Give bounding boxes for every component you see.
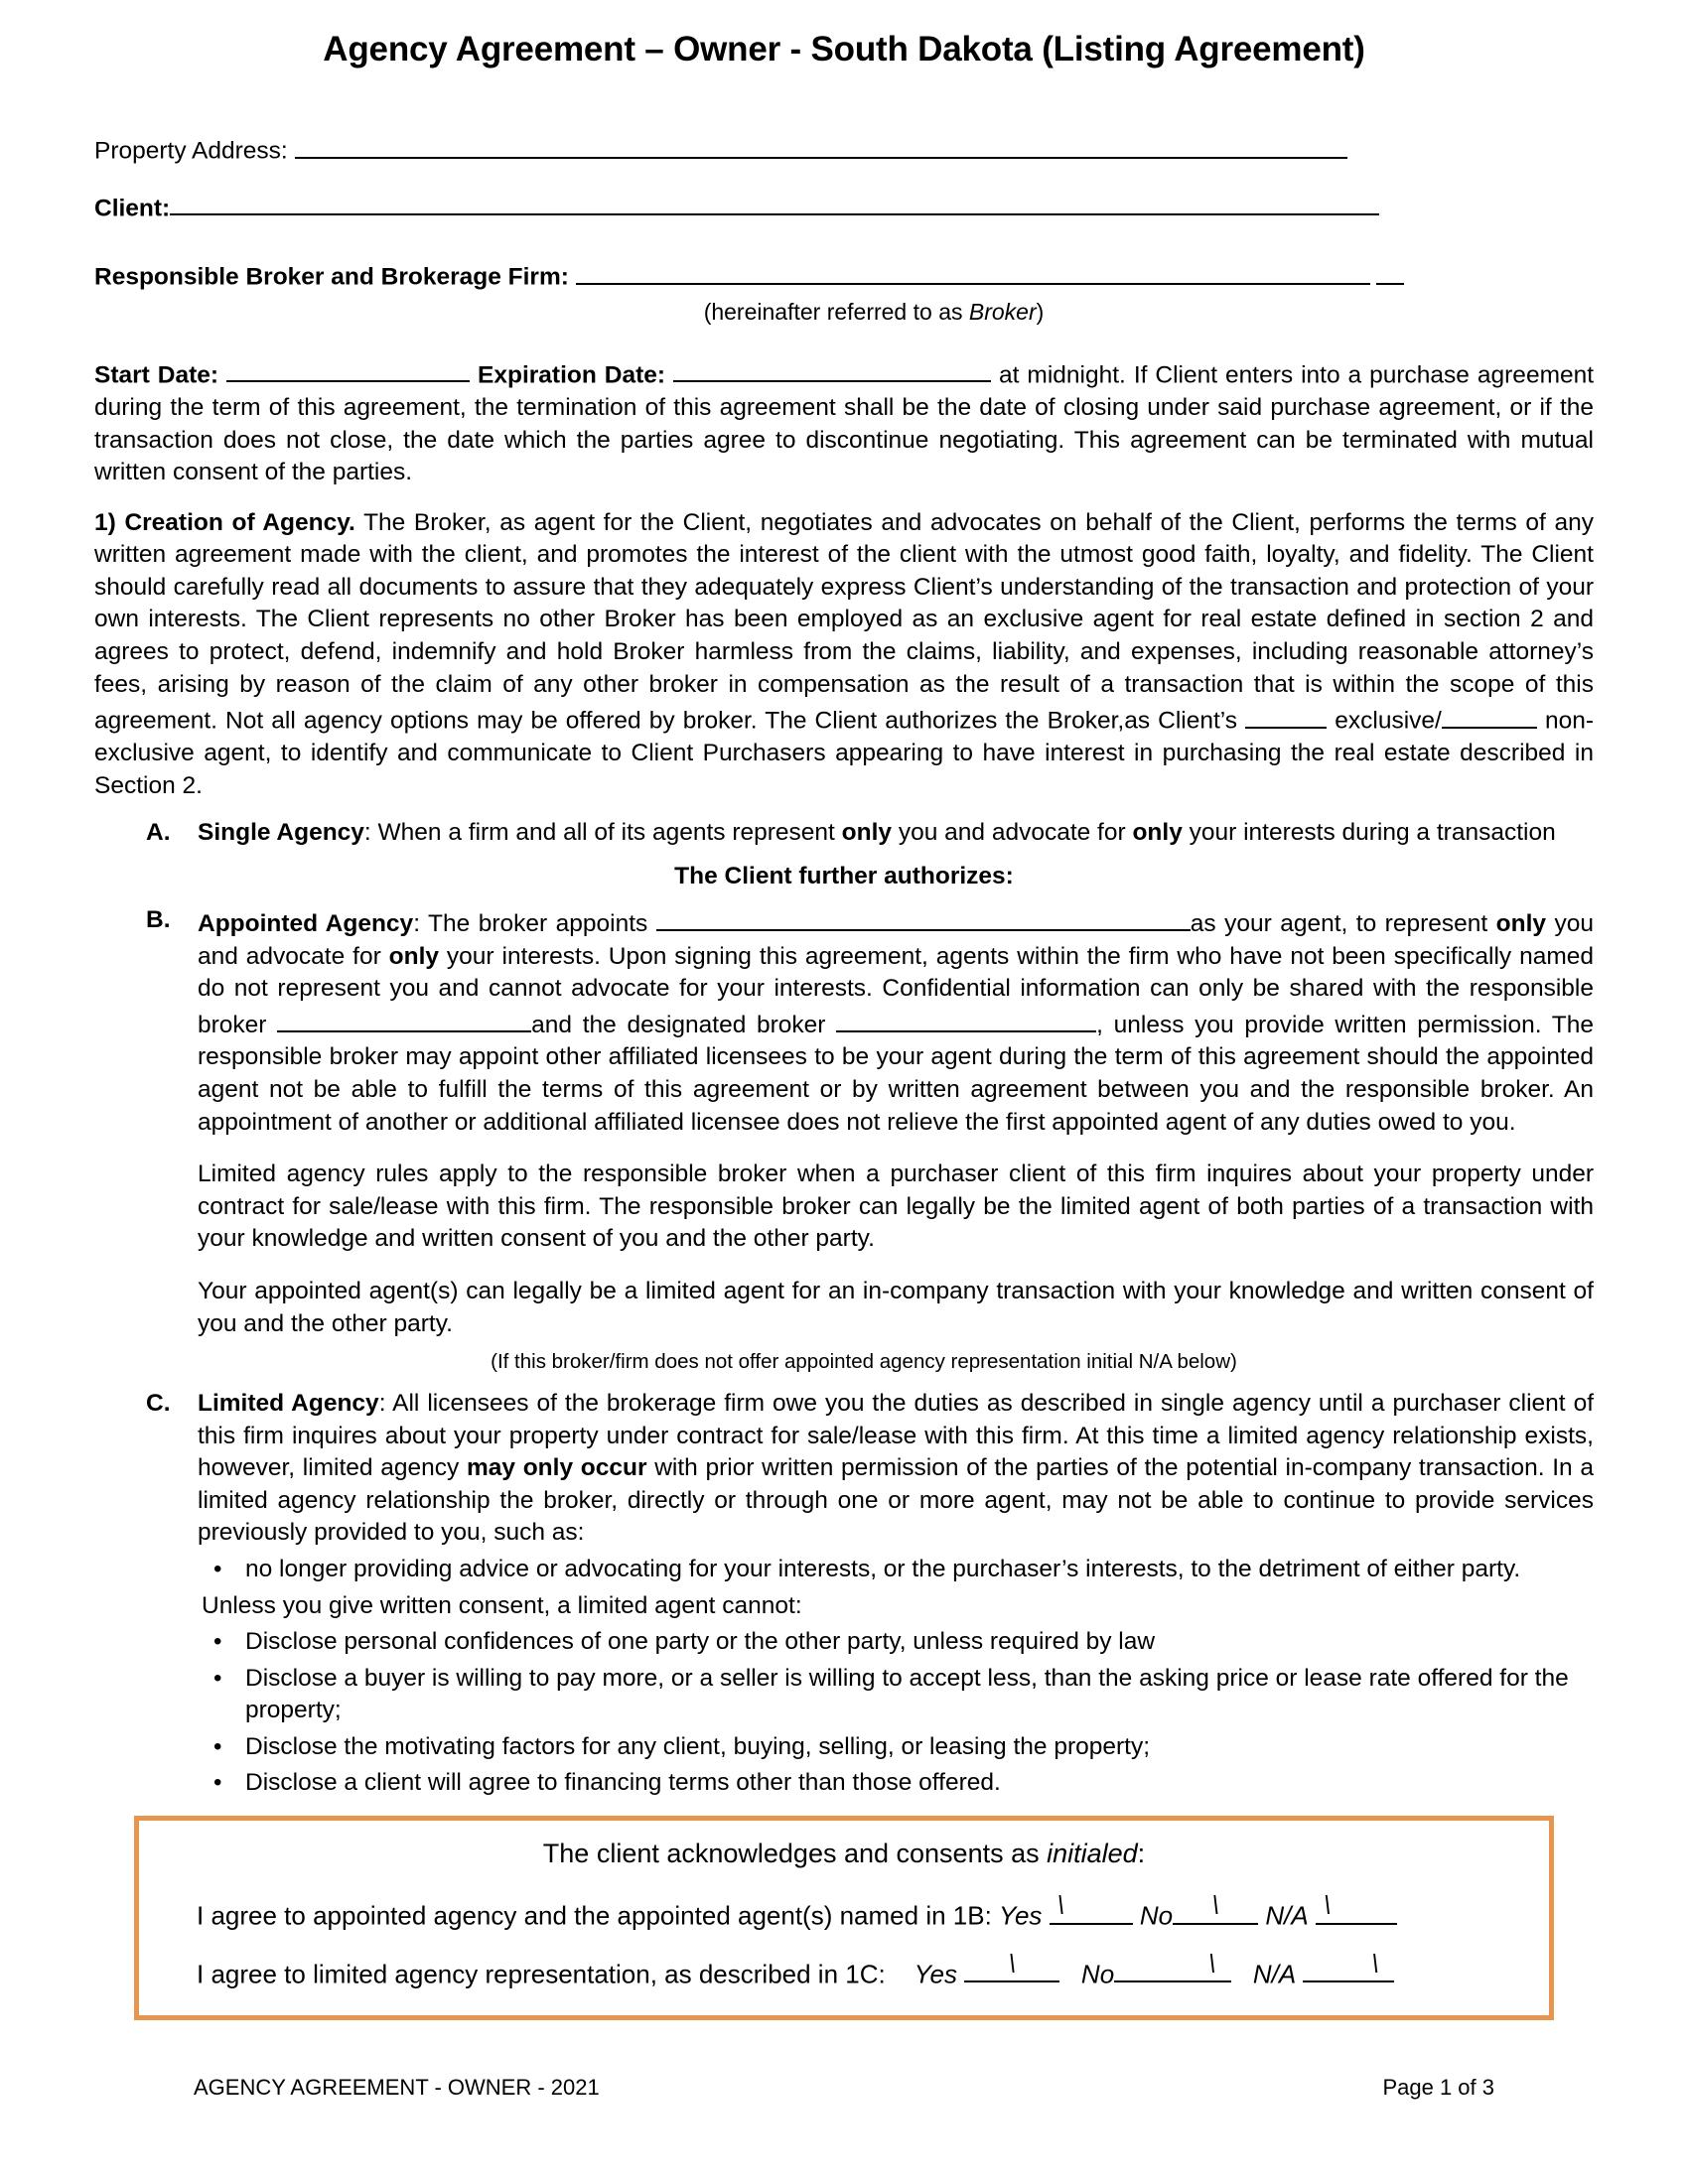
item-a-t2: you and advocate for: [892, 818, 1133, 846]
section-1-creation-of-agency: [94, 507, 1594, 803]
acknowledgement-row-limited-agency: [159, 1948, 1529, 1990]
spacer: [94, 326, 1594, 355]
responsible-broker-input[interactable]: [576, 257, 1370, 285]
item-b-paragraph-2: Limited agency rules apply to the responsible broker when a purchaser client of this firm inquires about your property under contract for sale/lease with this firm. The responsible broker can legally be the limited agent of both parties of a transaction with your knowledge and written consent of you and the other party.: [198, 1160, 1594, 1253]
start-date-input[interactable]: [226, 355, 470, 383]
item-c-heading: Limited Agency: [198, 1390, 379, 1418]
spacer: [94, 171, 1594, 189]
row2-na-label: N/A: [1252, 1959, 1297, 1989]
bullet-text: Disclose a client will agree to financing terms other than those offered.: [245, 1769, 1001, 1797]
list-item: [202, 1731, 1594, 1764]
limited-agency-bullets-first: [202, 1554, 1594, 1586]
acknowledgement-heading-suffix: :: [1137, 1839, 1146, 1869]
bullet-dot-icon: •: [213, 1628, 222, 1656]
item-a-single-agency: [146, 817, 1594, 850]
item-b-b2: only: [388, 942, 440, 970]
item-a-t1: : When a firm and all of its agents represent: [363, 818, 842, 846]
responsible-broker-input-tail[interactable]: [1376, 257, 1404, 285]
item-b-content: [198, 904, 1594, 1340]
item-a-content: [198, 817, 1594, 850]
property-address-label: Property Address:: [94, 137, 288, 165]
row2-yes-label: Yes: [914, 1959, 958, 1989]
responsible-broker-name-input[interactable]: [277, 1006, 531, 1032]
acknowledgement-row1-label: I agree to appointed agency and the appointed agent(s) named in 1B:: [197, 1900, 992, 1931]
item-b-t5: and the designated broker: [531, 1011, 837, 1038]
acknowledgement-heading-prefix: The client acknowledges and consents as: [542, 1839, 1048, 1869]
appointed-agency-note: (If this broker/firm does not offer appointed agency representation initial N/A below): [491, 1350, 1237, 1374]
initial-mark: \: [1008, 1948, 1016, 1979]
row1-no-label: No: [1139, 1900, 1174, 1931]
bullet-text: Disclose a buyer is willing to pay more, or a seller is willing to accept less, than the asking price or lease rate offered for the property;: [245, 1664, 1569, 1724]
row2-no-label: No: [1080, 1959, 1115, 1989]
bullet-dot-icon: •: [213, 1555, 222, 1582]
row1-yes-initial-input[interactable]: [1050, 1890, 1133, 1925]
acknowledgement-row-appointed-agency: [159, 1890, 1529, 1932]
item-b-heading: Appointed Agency: [198, 910, 414, 938]
designated-broker-name-input[interactable]: [836, 1006, 1096, 1032]
client-further-authorizes-heading: The Client further authorizes:: [674, 863, 1014, 890]
item-a-heading: Single Agency: [198, 818, 364, 846]
item-c-content: [198, 1388, 1594, 1550]
row1-na-label: N/A: [1265, 1900, 1309, 1931]
acknowledgement-heading: [159, 1839, 1529, 1869]
responsible-broker-label: Responsible Broker and Brokerage Firm:: [94, 263, 569, 291]
initial-mark: \: [1056, 1890, 1064, 1921]
term-paragraph: [94, 355, 1594, 489]
item-c-t2: with prior written permission of the parties of the potential in-company transaction. In a limited agency relationship the broker, directly or through one or more agent, may not be able to continue to provide services previously provided to you, such as:: [198, 1454, 1595, 1547]
client-label: Client:: [94, 195, 171, 222]
item-c-marker: C.: [146, 1390, 171, 1418]
expiration-date-label: Expiration Date:: [478, 361, 666, 389]
acknowledgement-box: [134, 1816, 1554, 2020]
section-1-number: 1): [94, 508, 116, 536]
property-address-input[interactable]: [295, 131, 1347, 159]
row1-yes-label: Yes: [999, 1900, 1043, 1931]
initial-mark: \: [1207, 1948, 1216, 1979]
acknowledgement-row2-label: I agree to limited agency representation, as described in 1C:: [197, 1959, 886, 1989]
section-1-text: The Broker, as agent for the Client, negotiates and advocates on behalf of the Client, performs the terms of any written agreement made with the client, and promotes the interest of the client with the utmost good faith, loyalty, and fidelity. The Client should carefully read all documents to assure that they adequately express Client’s understanding of the transaction and protection of your own interests. The Client represents no other Broker has been employed as an exclusive agent for real estate defined in section 2 and agrees to protect, defend, indemnify and hold Broker harmless from the claims, liability, and expenses, including reasonable attorney’s fees, arising by reason of the claim of any other broker in compensation as the result of a transaction that is within the scope of this agreement. Not all agency options may be offered by broker. The Client authorizes the Broker,as Client’s: [94, 508, 1594, 735]
term-text: at midnight. If Client enters into a purchase agreement during the term of this agreement, the termination of this agreement shall be the date of closing under said purchase agreement, or if the transaction does not close, the date which the parties agree to discontinue negotiating. This agreement can be terminated with mutual written consent of the parties.: [94, 361, 1595, 486]
row2-yes-initial-input[interactable]: [964, 1948, 1059, 1983]
item-b-b1: only: [1495, 910, 1547, 938]
footer-left-text: AGENCY AGREEMENT - OWNER - 2021: [194, 2075, 600, 2100]
responsible-broker-field: [94, 257, 1594, 296]
item-b-paragraph-1: [198, 904, 1594, 1139]
item-b-marker: B.: [146, 906, 171, 934]
item-a-b1: only: [841, 818, 893, 846]
exclusive-blank[interactable]: [1245, 701, 1327, 729]
spacer: [94, 69, 1594, 131]
bullet-text: no longer providing advice or advocating for your interests, or the purchaser’s interests, to the detriment of either party.: [245, 1555, 1521, 1582]
list-item: [202, 1663, 1594, 1727]
bullet-text: Disclose personal confidences of one party or the other party, unless required by law: [245, 1628, 1156, 1656]
item-b-paragraph-3: Your appointed agent(s) can legally be a limited agent for an in-company transaction with your knowledge and written consent of you and the other party.: [198, 1277, 1594, 1337]
exclusive-label: exclusive/: [1335, 707, 1442, 735]
broker-note-suffix: ): [1036, 298, 1045, 325]
initial-mark: \: [1371, 1948, 1379, 1979]
broker-definition-note: [94, 299, 1594, 326]
footer-page-number: Page 1 of 3: [1382, 2075, 1494, 2100]
row2-no-initial-input[interactable]: [1114, 1948, 1231, 1983]
item-b-t3: you and advocate for: [198, 910, 1595, 970]
item-b-appointed-agency: [146, 904, 1594, 1340]
property-address-field: [94, 131, 1594, 170]
row1-na-initial-input[interactable]: [1316, 1890, 1397, 1925]
page-title: Agency Agreement – Owner - South Dakota (Listing Agreement): [323, 30, 1365, 68]
item-c-limited-agency: [146, 1388, 1594, 1550]
broker-note-prefix: (hereinafter referred to as: [703, 298, 969, 325]
item-a-marker: A.: [146, 818, 171, 846]
spacer: [94, 489, 1594, 507]
broker-note-term: Broker: [968, 298, 1037, 325]
list-item: [202, 1767, 1594, 1800]
item-c-paragraph: [198, 1388, 1594, 1550]
section-1-heading: Creation of Agency.: [124, 508, 355, 536]
initial-mark: \: [1211, 1890, 1219, 1921]
row1-no-initial-input[interactable]: [1173, 1890, 1258, 1925]
client-input[interactable]: [170, 189, 1379, 216]
item-c-t1: : All licensees of the brokerage firm owe you the duties as described in single agency until a purchaser client of this firm inquires about your property under contract for sale/lease with this firm. At this time a limited agency relationship exists, however, limited agency: [198, 1390, 1595, 1482]
bullet-text: Disclose the motivating factors for any client, buying, selling, or leasing the property;: [245, 1732, 1151, 1760]
document-body: [0, 69, 1688, 2020]
appointed-agent-name-input[interactable]: [656, 904, 1191, 931]
start-date-label: Start Date:: [94, 361, 219, 389]
acknowledgement-heading-emphasis: initialed: [1047, 1839, 1138, 1869]
non-exclusive-blank[interactable]: [1442, 701, 1537, 729]
list-item: [202, 1554, 1594, 1586]
item-c-b1: may only occur: [466, 1454, 647, 1482]
initial-mark: \: [1323, 1890, 1332, 1921]
list-item: [202, 1626, 1594, 1659]
item-b-t4: your interests. Upon signing this agreement, agents within the firm who have not been specifically named do not represent you and cannot advocate for your interests. Confidential information can only be shared with the responsible broker: [198, 942, 1594, 1038]
bullet-dot-icon: •: [213, 1769, 222, 1797]
limited-agency-bullets-second: [202, 1626, 1594, 1800]
expiration-date-input[interactable]: [673, 355, 991, 383]
item-b-t2: as your agent, to represent: [1190, 910, 1496, 938]
row2-na-initial-input[interactable]: [1303, 1948, 1394, 1983]
item-b-t1: : The broker appoints: [413, 910, 656, 938]
unless-written-consent-line: Unless you give written consent, a limited agent cannot:: [202, 1591, 802, 1619]
section-1-text-tail: non-exclusive agent, to identify and communicate to Client Purchasers appearing to have interest in purchasing the real estate described in Section 2.: [94, 707, 1595, 800]
item-b-t6: , unless you provide written permission. The responsible broker may appoint other affiliated licensees to be your agent during the term of this agreement should the appointed agent not be able to fulfill the terms of this agreement or by written agreement between you and the responsible broker. An appointment of another or additional affiliated licensee does not relieve the first appointed agent of any duties owed to you.: [198, 1011, 1594, 1136]
bullet-dot-icon: •: [213, 1732, 222, 1760]
spacer: [94, 227, 1594, 257]
bullet-dot-icon: •: [213, 1664, 222, 1692]
client-field: [94, 189, 1594, 227]
item-a-b2: only: [1132, 818, 1183, 846]
item-a-t3: your interests during a transaction: [1182, 818, 1556, 846]
page-footer: [0, 2075, 1688, 2101]
